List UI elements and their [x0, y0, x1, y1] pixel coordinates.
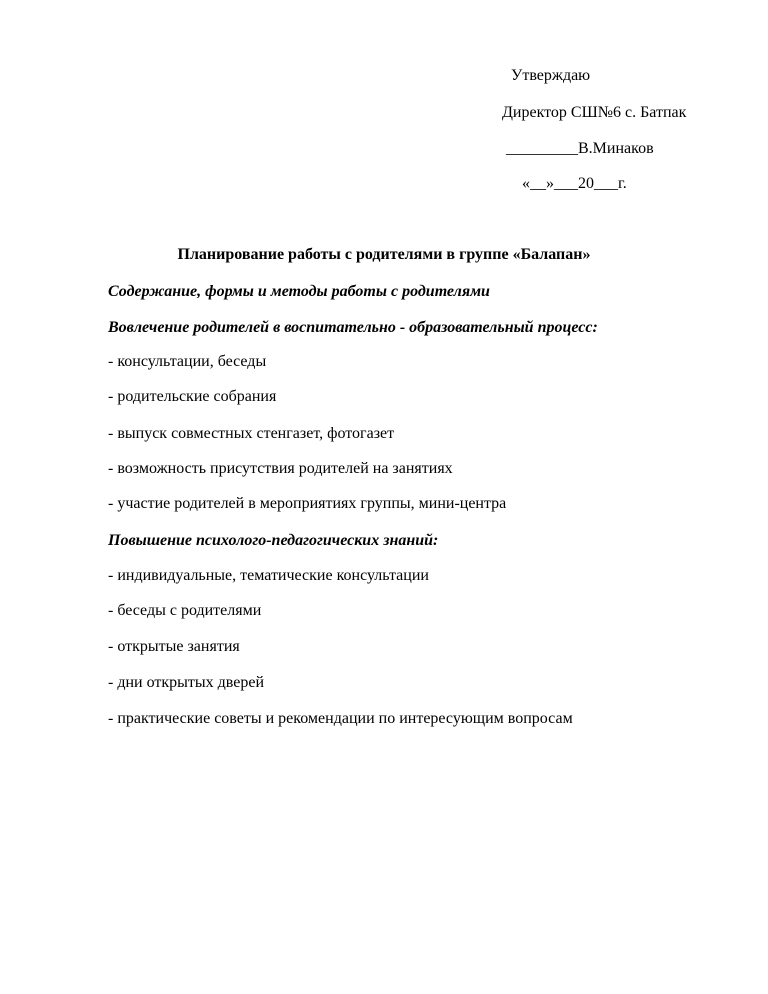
approve-label: Утверждаю	[511, 67, 591, 84]
signature-line: _________В.Минаков	[506, 140, 654, 157]
section-heading: Содержание, формы и методы работы с родителями	[108, 283, 490, 300]
list-item: - открытые занятия	[108, 638, 240, 655]
block-heading: Повышение психолого-педагогических знаний:	[108, 532, 439, 549]
date-line: «__»___20___г.	[522, 175, 627, 192]
list-item: - беседы с родителями	[108, 602, 262, 619]
list-item: - дни открытых дверей	[108, 674, 265, 691]
list-item: - консультации, беседы	[108, 353, 267, 370]
list-item: - родительские собрания	[108, 388, 277, 405]
director-line: Директор СШ№6 с. Батпак	[502, 104, 687, 121]
list-item: - участие родителей в мероприятиях группы, мини-центра	[108, 495, 507, 512]
list-item: - возможность присутствия родителей на занятиях	[108, 460, 453, 477]
list-item: - индивидуальные, тематические консультации	[108, 567, 429, 584]
list-item: - практические советы и рекомендации по интересующим вопросам	[108, 710, 573, 727]
list-item: - выпуск совместных стенгазет, фотогазет	[108, 425, 395, 442]
document-title: Планирование работы с родителями в группе «Балапан»	[177, 246, 591, 263]
block-heading: Вовлечение родителей в воспитательно - образовательный процесс:	[108, 319, 598, 336]
